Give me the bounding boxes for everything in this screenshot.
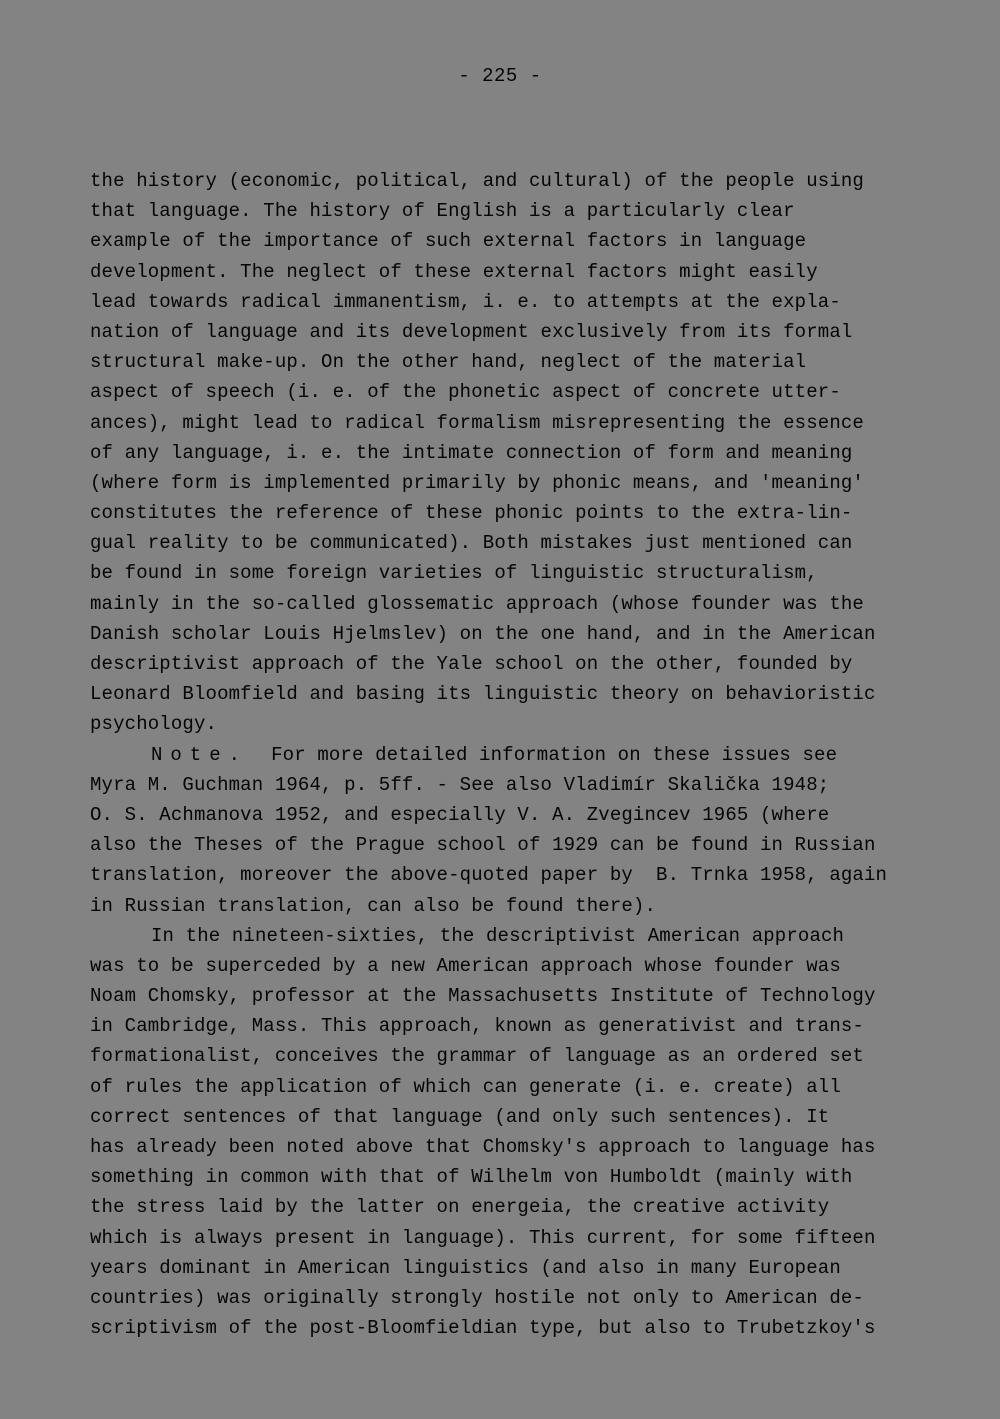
text-line: nation of language and its development exclusively from its formal — [90, 320, 853, 343]
text-line: countries) was originally strongly hostile not only to American de- — [90, 1286, 864, 1309]
note-text: For more detailed information on these issues see — [248, 743, 838, 766]
text-line: aspect of speech (i. e. of the phonetic aspect of concrete utter- — [90, 381, 841, 404]
note-line: Myra M. Guchman 1964, p. 5ff. - See also Vladimír Skalička 1948; — [90, 773, 830, 796]
text-line: constitutes the reference of these phonic points to the extra-lin- — [90, 502, 853, 525]
text-line: that language. The history of English is a particularly clear — [90, 200, 795, 223]
text-line: mainly in the so-called glossematic approach (whose founder was the — [90, 592, 864, 615]
text-line: development. The neglect of these external factors might easily — [90, 260, 818, 283]
note-line: O. S. Achmanova 1952, and especially V. A. Zvegincev 1965 (where — [90, 803, 830, 826]
text-line: in Cambridge, Mass. This approach, known as generativist and trans- — [90, 1015, 864, 1038]
note-line: translation, moreover the above-quoted paper by B. Trnka 1958, again — [90, 864, 888, 887]
text-line: lead towards radical immanentism, i. e. to attempts at the expla- — [90, 290, 841, 313]
note-first-line — [90, 740, 940, 770]
text-line: correct sentences of that language (and only such sentences). It — [90, 1105, 830, 1128]
text-line: which is always present in language). This current, for some fifteen — [90, 1226, 876, 1249]
text-line: something in common with that of Wilhelm von Humboldt (mainly with — [90, 1166, 853, 1189]
text-line: years dominant in American linguistics (and also in many European — [90, 1256, 841, 1279]
text-line: example of the importance of such external factors in language — [90, 230, 807, 253]
text-line: scriptivism of the post-Bloomfieldian type, but also to Trubetzkoy's — [90, 1317, 876, 1340]
text-line: psychology. — [90, 713, 218, 736]
text-line: structural make-up. On the other hand, neglect of the material — [90, 351, 807, 374]
page-number: - 225 - — [458, 65, 542, 87]
text-line: Danish scholar Louis Hjelmslev) on the one hand, and in the American — [90, 622, 876, 645]
body-text — [90, 166, 940, 1343]
note-label: Note. — [151, 743, 249, 766]
note-line: also the Theses of the Prague school of 1929 can be found in Russian — [90, 834, 876, 857]
text-line: of any language, i. e. the intimate connection of form and meaning — [90, 441, 853, 464]
text-line: the history (economic, political, and cultural) of the people using — [90, 170, 864, 192]
text-line: descriptivist approach of the Yale school on the other, founded by — [90, 653, 853, 675]
text-line: Leonard Bloomfield and basing its linguistic theory on behavioristic — [90, 683, 876, 706]
text-line: In the nineteen-sixties, the descriptivist American approach — [151, 924, 845, 947]
text-line: gual reality to be communicated). Both mistakes just mentioned can — [90, 532, 853, 555]
text-line: ances), might lead to radical formalism misrepresenting the essence — [90, 411, 864, 434]
text-line: the stress laid by the latter on energeia, the creative activity — [90, 1196, 830, 1219]
text-line: was to be superceded by a new American approach whose founder was — [90, 954, 841, 977]
note-line: in Russian translation, can also be found there). — [90, 894, 657, 917]
text-line: be found in some foreign varieties of linguistic structuralism, — [90, 562, 818, 585]
text-line: of rules the application of which can generate (i. e. create) all — [90, 1075, 841, 1098]
text-line: Noam Chomsky, professor at the Massachusetts Institute of Technology — [90, 985, 876, 1008]
text-line: has already been noted above that Chomsky's approach to language has — [90, 1136, 876, 1158]
text-line: formationalist, conceives the grammar of language as an ordered set — [90, 1045, 864, 1068]
text-line: (where form is implemented primarily by phonic means, and 'meaning' — [90, 471, 864, 494]
